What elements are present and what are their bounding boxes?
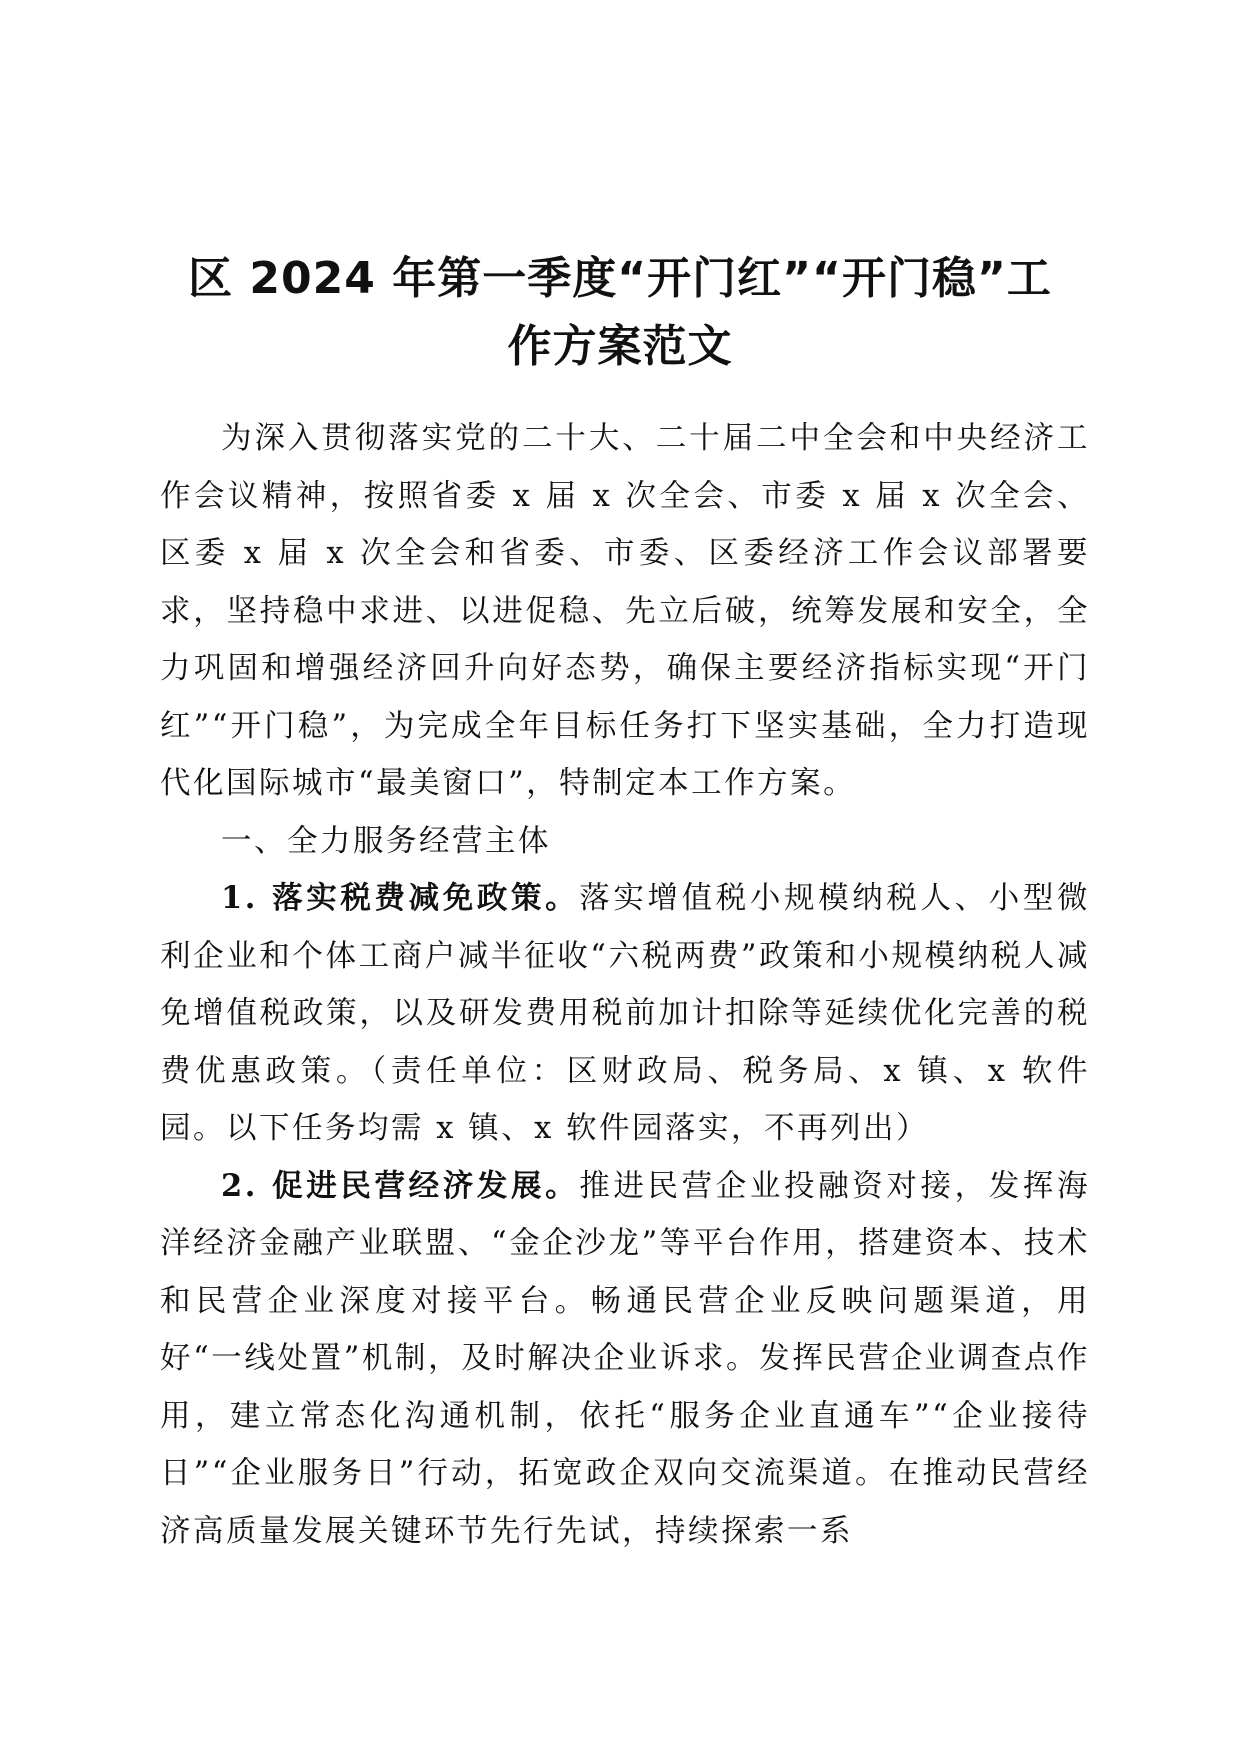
item-1-paragraph bbox=[160, 870, 1090, 1158]
intro-paragraph: 为深入贯彻落实党的二十大、二十届二中全会和中央经济工作会议精神，按照省委 x 届 x 次全会、市委 x 届 x 次全会、区委 x 届 x 次全会和省委、市委、区委经济工作会议部署要求，坚持稳中求进、以进促稳、先立后破，统筹发展和安全，全力巩固和增强经济回升向好态势，确保主要经济指标实现“开门红”“开门稳”，为完成全年目标任务打下坚实基础，全力打造现代化国际城市“最美窗口”，特制定本工作方案。 bbox=[160, 421, 1090, 801]
document-body bbox=[160, 410, 1090, 1560]
title-line-2: 作方案范文 bbox=[507, 321, 733, 372]
item-2-text: 推进民营企业投融资对接，发挥海洋经济金融产业联盟、“金企沙龙”等平台作用，搭建资本、技术和民营企业深度对接平台。畅通民营企业反映问题渠道，用好“一线处置”机制，及时解决企业诉求。发挥民营企业调查点作用，建立常态化沟通机制，依托“服务企业直通车”“企业接待日”“企业服务日”行动，拓宽政企双向交流渠道。在推动民营经济高质量发展关键环节先行先试，持续探索一系 bbox=[160, 1168, 1091, 1549]
item-1-title: 1. 落实税费减免政策。 bbox=[221, 880, 580, 916]
document-title bbox=[120, 245, 1120, 381]
item-2-title: 2. 促进民营经济发展。 bbox=[221, 1167, 580, 1204]
item-1-text: 落实增值税小规模纳税人、小型微利企业和个体工商户减半征收“六税两费”政策和小规模纳税人减免增值税政策，以及研发费用税前加计扣除等延续优化完善的税费优惠政策。（责任单位：区财政局、税务局、x 镇、x 软件园。以下任务均需 x 镇、x 软件园落实，不再列出） bbox=[160, 881, 1091, 1146]
item-2-paragraph bbox=[160, 1158, 1090, 1561]
title-line-1: 区 2024 年第一季度“开门红”“开门稳”工 bbox=[188, 253, 1052, 304]
section-heading-1: 一、全力服务经营主体 bbox=[221, 823, 551, 859]
